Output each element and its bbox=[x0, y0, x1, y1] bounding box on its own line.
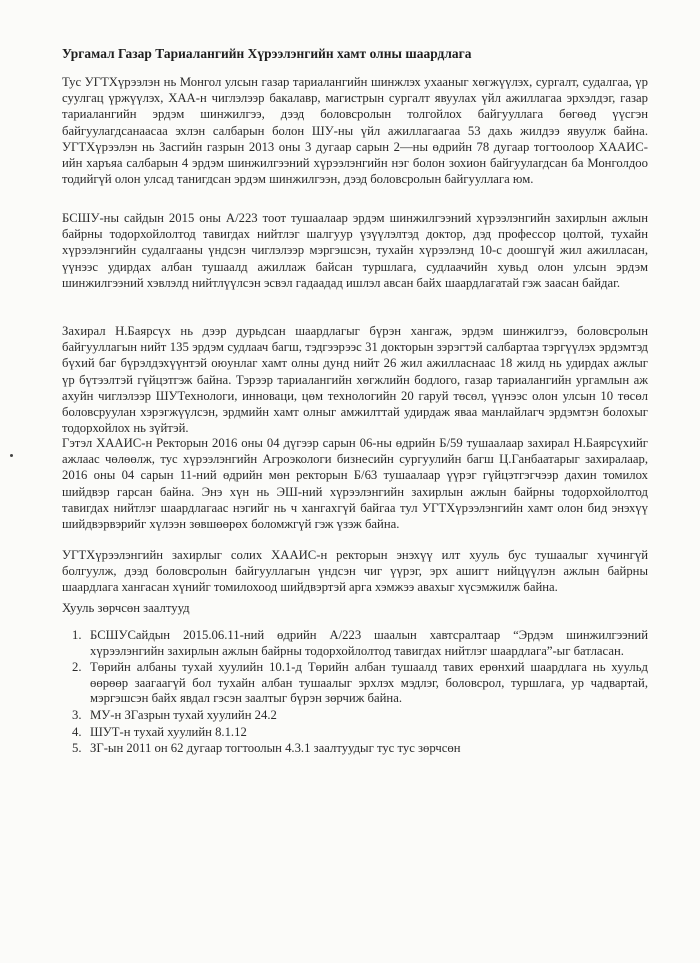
list-item-text: ШУТ-н тухай хуулийн 8.1.12 bbox=[90, 724, 247, 739]
violations-list bbox=[62, 628, 648, 758]
list-item bbox=[62, 660, 648, 707]
list-item bbox=[62, 725, 648, 741]
list-item bbox=[62, 708, 648, 724]
margin-dot bbox=[10, 454, 13, 457]
paragraph-director-requirements: БСШУ-ны сайдын 2015 оны А/223 тоот тушаалаар эрдэм шинжилгээний хүрээлэнгийн захирлын ажлын байрны тодорхойлолтод тавигдах нийтлэг шалгуур үзүүлэлтэд доктор, дэд профессор цолтой, тухайн хүрээлэнгийн судалгааны үндсэн чиглэлээр мэргэшсэн, тухайн хүрээлэнд 10-с доошгүй жил ажилласан, үүнээс удирдах албан тушаалд ажиллаж байсан туршлага, судлаачийн хувьд олон улсын эрдэм шинжилгээний хэвлэлд нийтлүүлсэн эсвэл гадаадад ишлэл авсан байх шаардлагатай гэж заасан байдаг. bbox=[62, 211, 648, 290]
document-title: Ургамал Газар Тариалангийн Хүрээлэнгийн хамт олны шаардлага bbox=[62, 46, 472, 61]
list-item-text: БСШУСайдын 2015.06.11-ний өдрийн А/223 шаалын хавтсралтаар “Эрдэм шинжилгээний хүрээлэнгийн захирлын ажлын байрны тодорхойлолтод тавигдах нийтлэг шаардлага”-ыг батласан. bbox=[90, 628, 648, 658]
list-item bbox=[62, 628, 648, 659]
paragraph-director-qualifications: Захирал Н.Баярсүх нь дээр дурьдсан шаардлагыг бүрэн хангаж, эрдэм шинжилгээ, боловсролын байгууллагын нийт 135 эрдэм судлаач багш, тэдгээрээс 31 докторын зэрэгтэй салбартаа тэргүүлэх эрдэмтэд бүхий баг бүрэлдэхүүнтэй оюунлаг хамт олны дунд нийт 26 жил ажилласнаас 18 жилд нь удирдах ажлыг үр бүтээлтэй гүйцэтгэж байна. Тэрээр тариалангийн хөгжлийн бодлого, газар тариалангийн ургамлын аж ахуйн чиглэлээр ШУТехнологи, инноваци, цөм технологийн 20 гаруй төсөл, үүнээс олон улсын 10 төсөл боловсруулан хэрэгжүүлсэн, эрдмийн хамт олныг амжилттай удирдаж яваа манлайлагч эрдэмтэн болохыг тодорхойлох нь зүйтэй. bbox=[62, 324, 648, 436]
violations-heading: Хууль зөрчсөн заалтууд bbox=[62, 601, 190, 615]
list-item-number: 4. bbox=[72, 724, 82, 739]
list-item-text: ЗГ-ын 2011 он 62 дугаар тогтоолын 4.3.1 заалтуудыг тус тус зөрчсөн bbox=[90, 741, 461, 756]
list-item-number: 3. bbox=[72, 707, 82, 722]
paragraph-institute-intro: Тус УГТХүрээлэн нь Монгол улсын газар тариалангийн шинжлэх ухааныг хөгжүүлэх, сургалт, судалгаа, үр суулгац үржүүлэх, ХАА-н чиглэлээр бакалавр, магистрын сургалт явуулах үйл ажиллагаа эрхэлдэг, газар тариалангийн эрдэм шинжилгээ, дээд боловсролын толгойлох байгууллага бөгөөд үүсгэн байгуулагдсанаасаа эхлэн салбарын болон ШУ-ны үйл ажиллагаагаа 53 дахь жилдээ явуулж байна. УГТХүрээлэн нь Засгийн газрын 2013 оны 3 дугаар сарын 2—ны өдрийн 78 дугаар тогтоолоор ХААИС-ийн харъяа салбарын 4 эрдэм шинжилгээний хүрээлэнгийн нэг болон зохион байгуулагдсан ба Монголдоо тодийгүй олон улсад танигдсан эрдэм шинжилгээн, дээд боловсролын байгууллага юм. bbox=[62, 75, 648, 187]
list-item bbox=[62, 741, 648, 757]
paragraph-dismissal-order: Гэтэл ХААИС-н Ректорын 2016 оны 04 дүгээр сарын 06-ны өдрийн Б/59 тушаалаар захирал Н.Баярсүхийг ажлаас чөлөөлж, тус хүрээлэнгийн Агроэкологи бизнесийн сургуулийн багш Ц.Ганбаатарыг захиралаар, 2016 оны 04 сарын 11-ний өдрийн мөн ректорын Б/63 тушаалаар үүрэг гүйцэтгэгчээр дахин томилох шийдвэр гарсан байна. Энэ хүн нь ЭШ-ний хүрээлэнгийн захирлын ажлын байрны тодорхойлолтод тавигдах нийтлэг шаардлагаас нэгийг нь ч хангахгүй байгаа тул УГТХүрээлэнгийн хамт олон бид энэхүү шийдвэрвэрийг хүлээн зөвшөөрөх боломжгүй гэж үзэж байна. bbox=[62, 436, 648, 532]
list-item-text: Төрийн албаны тухай хуулийн 10.1-д Төрийн албан тушаалд тавих ерөнхий шаардлага нь хуульд өөрөөр заагаагүй бол тухайн албан тушаалыг эрхлэх мэдлэг, боловсрол, туршлага, ур чадвартай, мэргэшсэн байх явдал гэсэн заалтыг бүрэн зөрчиж байна. bbox=[90, 660, 648, 706]
list-item-number: 5. bbox=[72, 741, 82, 756]
list-item-number: 2. bbox=[72, 660, 82, 675]
list-item-number: 1. bbox=[72, 628, 82, 642]
paragraph-request: УГТХүрээлэнгийн захирлыг солих ХААИС-н ректорын энэхүү илт хууль бус тушаалыг хүчингүй болгуулж, дээд боловсролын байгууллагын үндсэн чиг үүрэг, эрх ашигт нийцүүлэн ажлын байрны шаардлага хангасан хүнийг томилохоод шийдвэртэй арга хэмжээ авахыг хүсэмжилж байна. bbox=[62, 548, 648, 595]
list-item-text: МУ-н ЗГазрын тухай хуулийн 24.2 bbox=[90, 707, 277, 722]
